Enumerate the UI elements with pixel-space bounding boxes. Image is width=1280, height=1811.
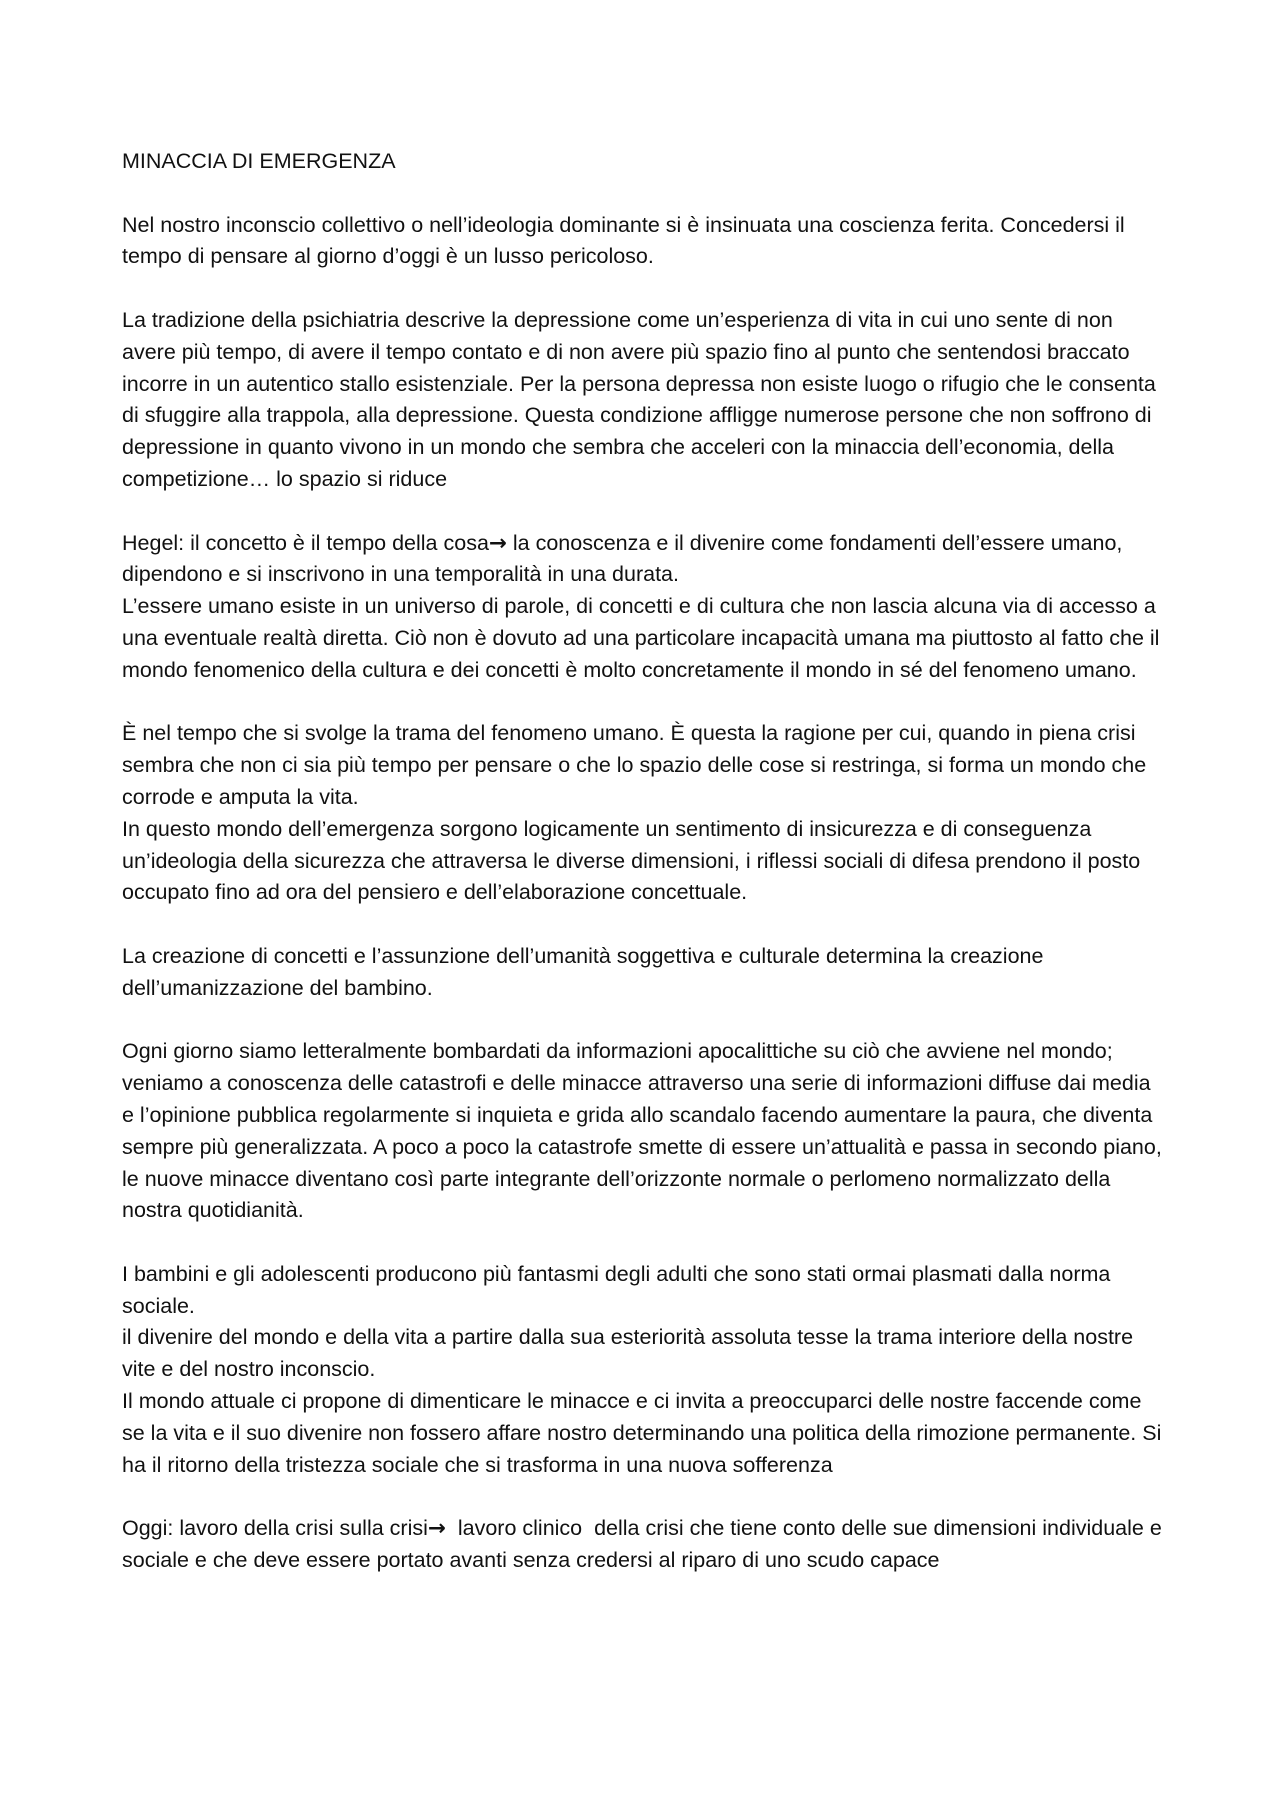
paragraph-8-end: lavoro clinico della crisi che tiene conto delle sue dimensioni individuale e sociale e che deve essere portato avanti senza credersi al riparo di uno scudo capace bbox=[122, 1516, 1168, 1573]
paragraph-7b: il divenire del mondo e della vita a partire dalla sua esteriorità assoluta tesse la trama interiore della nostre vite e del nostro inconscio. bbox=[122, 1325, 1134, 1382]
paragraph-6: Ogni giorno siamo letteralmente bombardati da informazioni apocalittiche su ciò che avviene nel mondo; veniamo a conoscenza delle catastrofi e delle minacce attraverso una serie di informazioni diffuse dai media e l’opinione pubblica regolarmente si inquieta e grida allo scandalo facendo aumentare la paura, che diventa sempre più generalizzata. A poco a poco la catastrofe smette di essere un’attualità e passa in secondo piano, le nuove minacce diventano così parte integrante dell’orizzonte normale o perlomeno normalizzato della nostra quotidianità. bbox=[122, 1039, 1162, 1223]
paragraph-3a-end: la conoscenza e il divenire come fondamenti dell’essere umano, dipendono e si inscrivono in una temporalità in una durata. bbox=[122, 530, 1123, 587]
paragraph-4b: In questo mondo dell’emergenza sorgono logicamente un sentimento di insicurezza e di conseguenza un’ideologia della sicurezza che attraversa le diverse dimensioni, i riflessi sociali di difesa prendono il posto occupato fino ad ora del pensiero e dell’elaborazione concettuale. bbox=[122, 816, 1141, 905]
paragraph-8 bbox=[122, 1513, 1168, 1577]
paragraph-4a: È nel tempo che si svolge la trama del fenomeno umano. È questa la ragione per cui, quando in piena crisi sembra che non ci sia più tempo per pensare o che lo spazio delle cose si restringa, si forma un mondo che corrode e amputa la vita. bbox=[122, 721, 1147, 809]
paragraph-1: Nel nostro inconscio collettivo o nell’ideologia dominante si è insinuata una coscienza ferita. Concedersi il tempo di pensare al giorno d’oggi è un lusso pericoloso. bbox=[122, 212, 1125, 269]
document-page bbox=[122, 146, 1168, 1577]
paragraph-7a: I bambini e gli adolescenti producono più fantasmi degli adulti che sono stati ormai plasmati dalla norma sociale. bbox=[122, 1261, 1111, 1318]
paragraph-5: La creazione di concetti e l’assunzione dell’umanità soggettiva e culturale determina la creazione dell’umanizzazione del bambino. bbox=[122, 943, 1044, 1000]
paragraph-3a-start: Hegel: il concetto è il tempo della cosa bbox=[122, 530, 489, 555]
paragraph-7c: Il mondo attuale ci propone di dimenticare le minacce e ci invita a preoccuparci delle nostre faccende come se la vita e il suo divenire non fossero affare nostro determinando una politica della rimozione permanente. Si ha il ritorno della tristezza sociale che si trasforma in una nuova sofferenza bbox=[122, 1389, 1162, 1477]
arrow-right-icon: → bbox=[427, 1516, 446, 1542]
document-title: MINACCIA DI EMERGENZA bbox=[122, 149, 396, 173]
paragraph-3a bbox=[122, 528, 1168, 592]
arrow-right-icon: → bbox=[488, 530, 507, 556]
paragraph-2: La tradizione della psichiatria descrive la depressione come un’esperienza di vita in cui uno sente di non avere più tempo, di avere il tempo contato e di non avere più spazio fino al punto che sentendosi braccato incorre in un autentico stallo esistenziale. Per la persona depressa non esiste luogo o rifugio che le consenta di sfuggire alla trappola, alla depressione. Questa condizione affligge numerose persone che non soffrono di depressione in quanto vivono in un mondo che sembra che acceleri con la minaccia dell’economia, della competizione… lo spazio si riduce bbox=[122, 307, 1156, 491]
paragraph-8-start: Oggi: lavoro della crisi sulla crisi bbox=[122, 1516, 428, 1541]
paragraph-3b: L’essere umano esiste in un universo di parole, di concetti e di cultura che non lascia alcuna via di accesso a una eventuale realtà diretta. Ciò non è dovuto ad una particolare incapacità umana ma piuttosto al fatto che il mondo fenomenico della cultura e dei concetti è molto concretamente il mondo in sé del fenomeno umano. bbox=[122, 594, 1160, 682]
